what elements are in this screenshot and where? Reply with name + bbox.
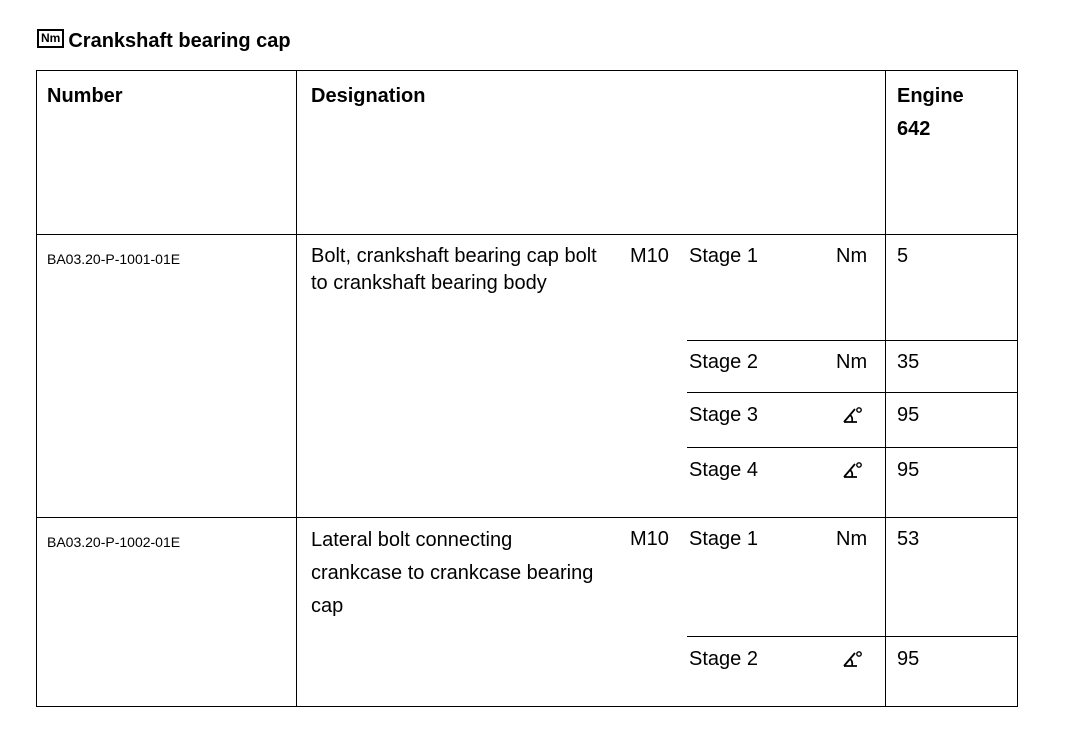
- row-number: BA03.20-P-1002-01E: [47, 534, 181, 550]
- torque-value: 35: [897, 351, 920, 373]
- thread-size: M10: [630, 245, 669, 267]
- torque-value: 95: [897, 648, 920, 670]
- header-engine-model: 642: [897, 118, 931, 140]
- row-divider: [36, 517, 1018, 518]
- row-designation: Lateral bolt connecting crankcase to crankcase bearing cap: [311, 529, 594, 617]
- row-number: BA03.20-P-1001-01E: [47, 251, 181, 267]
- table-border-left: [36, 70, 37, 707]
- torque-value: 5: [897, 245, 909, 267]
- stage-label: Stage 1: [689, 245, 758, 267]
- header-engine: Engine: [897, 85, 964, 107]
- row-designation: Bolt, crankshaft bearing cap bolt to crankshaft bearing body: [311, 245, 597, 294]
- header-number: Number: [47, 85, 123, 107]
- table-border-right: [1017, 70, 1018, 707]
- unit-nm: Nm: [836, 245, 868, 267]
- stage-divider: [687, 447, 1018, 448]
- table-border-top: [36, 70, 1018, 71]
- torque-table: [36, 70, 1018, 707]
- stage-label: Stage 4: [689, 459, 758, 481]
- torque-value: 95: [897, 459, 920, 481]
- stage-label: Stage 3: [689, 404, 758, 426]
- stage-label: Stage 2: [689, 648, 758, 670]
- unit-nm: Nm: [836, 351, 868, 373]
- stage-divider: [687, 636, 1018, 637]
- stage-divider: [687, 392, 1018, 393]
- stage-label: Stage 2: [689, 351, 758, 373]
- angle-degree-icon: [842, 461, 862, 479]
- torque-value: 53: [897, 528, 920, 550]
- unit-nm: Nm: [836, 528, 868, 550]
- column-divider-engine: [885, 70, 886, 707]
- table-border-bottom: [36, 706, 1018, 707]
- angle-degree-icon: [842, 650, 862, 668]
- torque-nm-icon: Nm: [37, 29, 64, 48]
- stage-label: Stage 1: [689, 528, 758, 550]
- torque-value: 95: [897, 404, 920, 426]
- stage-divider: [687, 340, 1018, 341]
- header-designation: Designation: [311, 85, 426, 107]
- title-text: Crankshaft bearing cap: [68, 29, 291, 52]
- thread-size: M10: [630, 528, 669, 550]
- header-divider: [36, 234, 1018, 235]
- page-title: [37, 26, 291, 56]
- column-divider-number: [296, 70, 297, 707]
- angle-degree-icon: [842, 406, 862, 424]
